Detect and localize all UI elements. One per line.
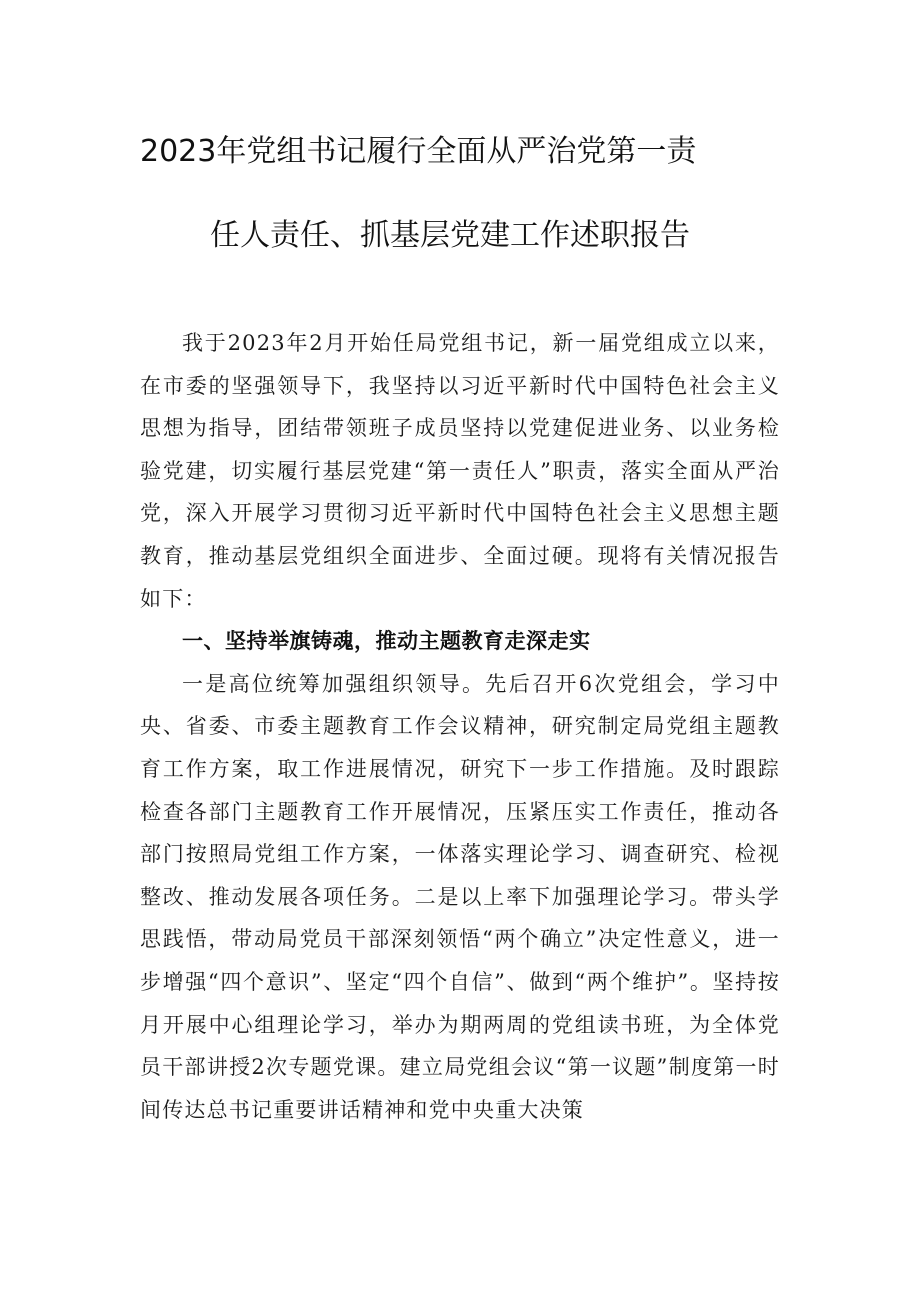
section-1-paragraph: 一是高位统筹加强组织领导。先后召开6次党组会，学习中央、省委、市委主题教育工作会议精神，研究制定局党组主题教育工作方案，取工作进展情况，研究下一步工作措施。及时跟踪检查各部门主题教育工作开展情况，压紧压实工作责任，推动各部门按照局党组工作方案，一体落实理论学习、调查研究、检视整改、推动发展各项任务。二是以上率下加强理论学习。带头学思践悟，带动局党员干部深刻领悟“两个确立”决定性意义，进一步增强“四个意识”、坚定“四个自信”、做到“两个维护”。坚持按月开展中心组理论学习，举办为期两周的党组读书班，为全体党员干部讲授2次专题党课。建立局党组会议“第一议题”制度第一时间传达总书记重要讲话精神和党中央重大决策 bbox=[140, 671, 780, 1122]
document-body bbox=[140, 322, 780, 1131]
intro-paragraph: 我于2023年2月开始任局党组书记，新一届党组成立以来，在市委的坚强领导下，我坚持以习近平新时代中国特色社会主义思想为指导，团结带领班子成员坚持以党建促进业务、以业务检验党建，切实履行基层党建“第一责任人”职责，落实全面从严治党，深入开展学习贯彻习近平新时代中国特色社会主义思想主题教育，推动基层党组织全面进步、全面过硬。现将有关情况报告如下： bbox=[140, 331, 780, 611]
document-title-line-2: 任人责任、抓基层党建工作述职报告 bbox=[210, 218, 690, 253]
section-1-heading: 一、坚持举旗铸魂，推动主题教育走深走实 bbox=[182, 629, 591, 654]
document-title-line-1: 2023年党组书记履行全面从严治党第一责 bbox=[140, 134, 697, 169]
